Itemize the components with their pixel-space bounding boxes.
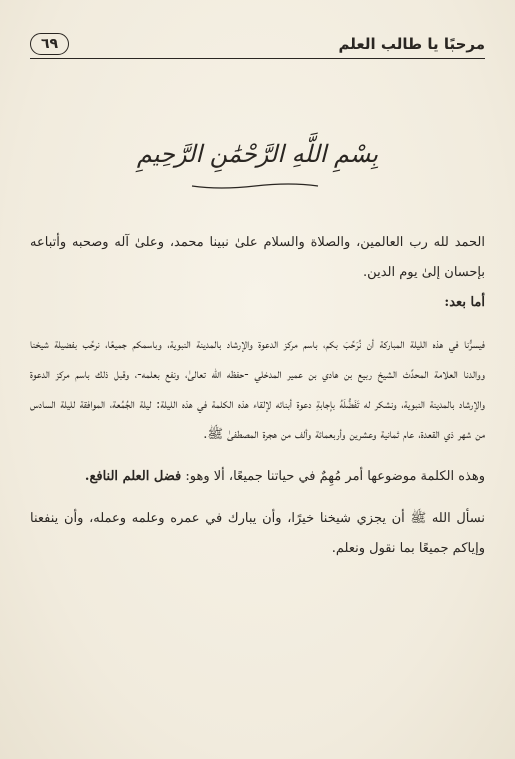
- body-text: [30, 228, 485, 564]
- ama-bad-heading: أما بعد:: [444, 295, 485, 310]
- topic-paragraph: [30, 462, 485, 492]
- basmala-flourish: [190, 182, 320, 190]
- topic-title: فضل العلم النافع.: [84, 469, 182, 484]
- page-number: ٦٩: [30, 33, 69, 55]
- opening-praise: الحمد لله رب العالمين، والصلاة والسلام علىٰ نبينا محمد، وعلىٰ آله وصحبه وأتباعه بإحسان إلىٰ يوم الدين.: [30, 235, 485, 280]
- welcome-paragraph: فيسرُّنا في هذه الليلة المباركة أن نُرَحِّبَ بكم، باسم مركز الدعوة والإرشاد بالمدينة النبوية، وباسمكم جميعًا، نرحِّب بفضيلة شيخنا ووالدنا العلامة المحدِّث الشيخ ربيع بن هادي بن عمير المدخلي -حفظه الله تعالىٰ، ونفع بعلمه-، وقبل ذلك باسم مركز الدعوة والإرشاد بالمدينة النبوية، ونشكر له تَفَضُّلَهُ بإجابةِ دعوة أبنائه لإلقاء هذه الكلمة في هذه الليلة: ليلة الجُمُعة، الموافقة لليلة السادس من شهر ذي القعدة، عام ثمانية وعشرين وأربعمائة وألف من هجرة المصطفىٰ ﷺ.: [30, 337, 485, 442]
- running-title: مرحبًا يا طالب العلم: [338, 35, 485, 53]
- basmala-calligraphy: بِسْمِ اللَّهِ الرَّحْمَٰنِ الرَّحِيمِ: [136, 140, 379, 168]
- closing-supplication: نسأل الله ﷺ أن يجزي شيخنا خيرًا، وأن يبارك في عمره وعلمه وعمله، وأن ينفعنا وإياكم جميعًا بما نقول ونعلم.: [30, 511, 485, 556]
- page-header: [30, 30, 485, 58]
- header-rule: [30, 58, 485, 59]
- topic-intro: وهذه الكلمة موضوعها أمر مُهِمٌ في حياتنا جميعًا، ألا وهو:: [181, 469, 485, 484]
